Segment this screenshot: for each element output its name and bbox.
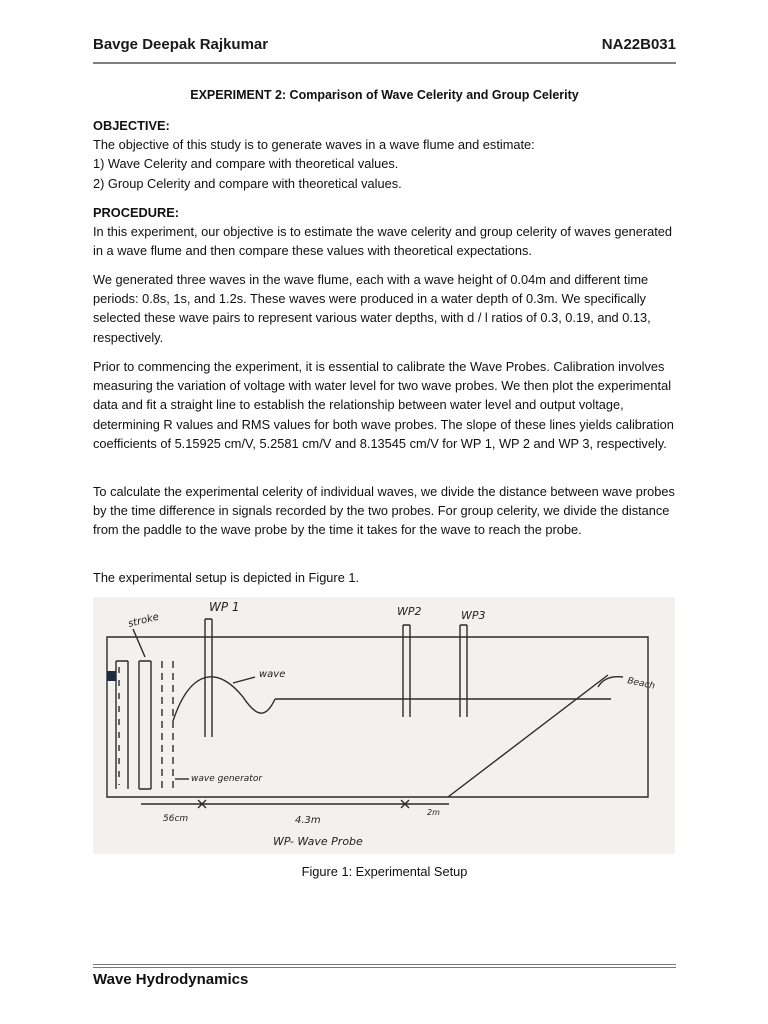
flume-outline [107,637,648,797]
probe-wp3 [460,625,467,717]
distance-56cm: 56cm [163,814,189,824]
footer-course: Wave Hydrodynamics [93,971,249,988]
procedure-paragraph: The experimental setup is depicted in Figure 1. [93,570,360,585]
author-name: Bavge Deepak Rajkumar [93,36,269,53]
paddle-marker [107,671,116,681]
stroke-label: stroke [127,611,161,630]
paddle-right [162,661,173,789]
procedure-heading: PROCEDURE: [93,205,180,220]
wp2-label: WP2 [397,605,422,618]
generator-label: wave generator [191,774,263,784]
beach-arrow [598,677,623,687]
distance-2m: 2m [427,808,440,817]
wp1-label: WP 1 [209,600,240,614]
figure-caption: Figure 1: Experimental Setup [301,864,468,879]
wave-arrow [233,677,255,683]
wave-curve [173,677,275,721]
header-rule [93,62,676,64]
dimension-line [141,800,449,808]
probe-wp2 [403,625,410,717]
objective-item: 1) Wave Celerity and compare with theoretical values. [93,156,399,172]
paddle-middle [139,661,151,789]
procedure-paragraph: Prior to commencing the experiment, it is essential to calibrate the Wave Probes. Calibration involves measuring the variation of voltage with water level for two wave probes. We then plot the experimental data and fit a straight line to establish the relationship between water level and output voltage, determining R values and RMS values for both wave probes. The slope of these lines yields calibration coefficients of 5.15925 cm/V, 5.2581 cm/V and 8.13545 cm/V for WP 1, WP 2 and WP 3, respectively. [93,359,674,451]
footer-rule [93,964,676,965]
beach-slope [448,675,608,797]
procedure-paragraph: To calculate the experimental celerity of individual waves, we divide the distance between wave probes by the time difference in signals recorded by the two probes. For group celerity, we divide the distance from the paddle to the wave probe by the time it takes for the wave to reach the probe. [93,484,675,538]
procedure-paragraph: In this experiment, our objective is to estimate the wave celerity and group celerity of waves generated in a wave flume and then compare these values with theoretical expectations. [93,224,673,259]
procedure-section [93,203,681,261]
legend-text: WP- Wave Probe [273,835,363,848]
wave-label: wave [259,669,286,680]
roll-number: NA22B031 [601,36,676,53]
paddle-left [116,661,128,789]
objective-item: 2) Group Celerity and compare with theoretical values. [93,175,402,191]
procedure-paragraph: We generated three waves in the wave flume, each with a wave height of 0.04m and different time periods: 0.8s, 1s, and 1.2s. These waves were produced in a water depth of 0.3m. We specifically selected these wave pairs to represent various water depths, with d / l ratios of 0.3, 0.19, and 0.13, respectively. [93,272,651,345]
footer-rule [93,967,676,968]
beach-label: Beach [626,676,656,692]
experimental-setup-figure [93,597,675,854]
objective-heading: OBJECTIVE: [93,118,170,133]
experiment-title: EXPERIMENT 2: Comparison of Wave Celerity and Group Celerity [190,88,579,102]
stroke-arrow [133,629,145,657]
distance-4-3m: 4.3m [295,815,321,826]
wp3-label: WP3 [461,609,486,622]
objective-section [93,116,681,193]
page-header [93,36,676,53]
objective-intro: The objective of this study is to generate waves in a wave flume and estimate: [93,137,535,153]
setup-sketch [93,597,675,854]
